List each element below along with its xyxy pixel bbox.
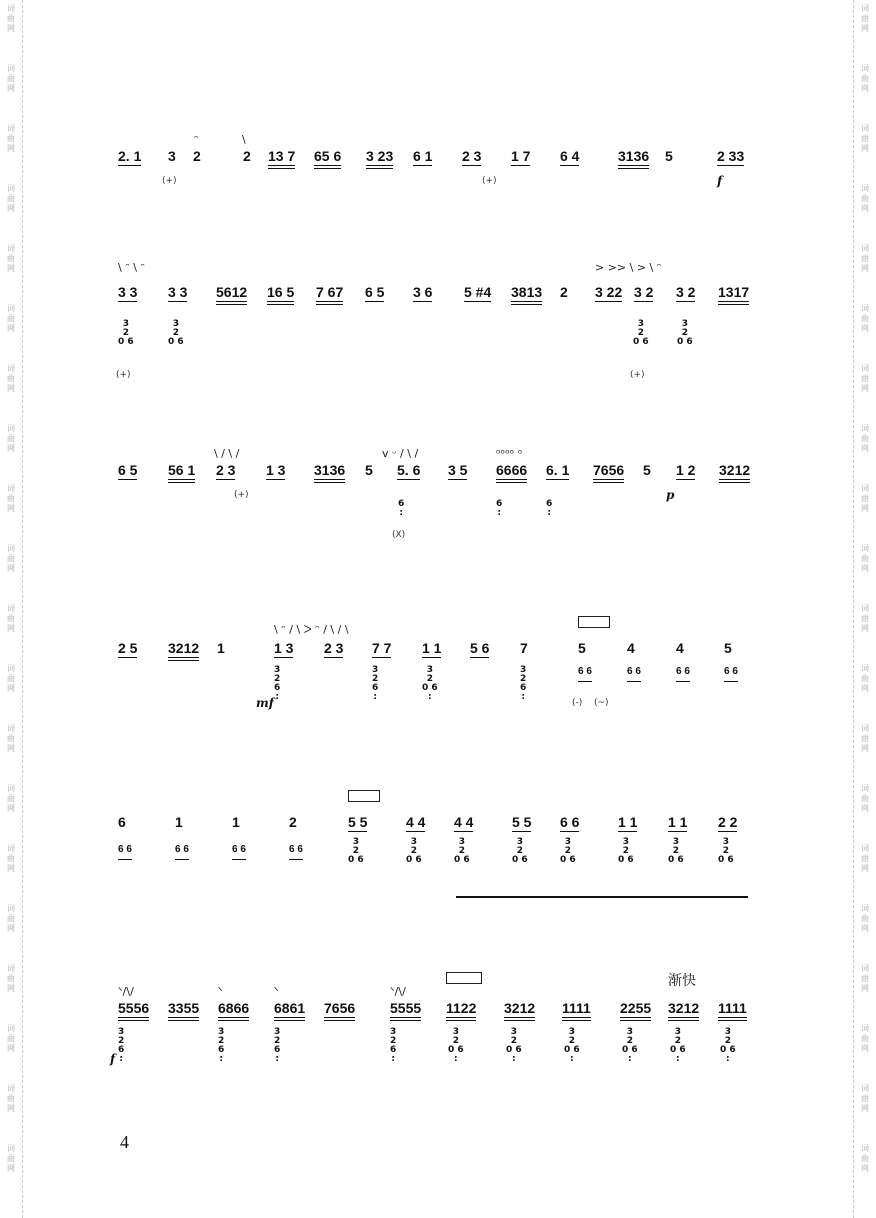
- note-group: 56 1: [168, 462, 195, 483]
- note: 6: [118, 814, 126, 830]
- note-group: 2255: [620, 1000, 651, 1021]
- note-group: 2 33: [717, 148, 745, 164]
- note-group: 6. 1: [546, 462, 570, 478]
- bowing-box: [578, 616, 610, 628]
- chord-stack: 6 :: [398, 499, 405, 518]
- note-group: 65 6: [314, 148, 341, 169]
- note-group: 2 5: [118, 640, 138, 656]
- staff-row-5: [100, 790, 780, 930]
- accent-mark: ᐠ: [218, 985, 223, 998]
- note-group: 5612: [216, 284, 247, 305]
- chord-stack: 3 2 0 6: [512, 837, 528, 865]
- chord-stack: 3 2 0 6 :: [506, 1027, 522, 1064]
- fingering-annotation: (+): [630, 370, 645, 380]
- note-group: 5 5: [512, 814, 532, 830]
- note: 4: [676, 640, 684, 656]
- watermark-glyph-stack: 词 曲 网: [861, 244, 869, 273]
- fingering-annotation: (+): [482, 176, 497, 186]
- note-group: 3136: [314, 462, 345, 483]
- accent-mark: ᐠ/\/: [118, 985, 134, 998]
- chord-stack: 3 2 0 6: [668, 837, 684, 865]
- watermark-glyph-stack: 词 曲 网: [7, 784, 15, 813]
- note: 4: [627, 640, 635, 656]
- note: 2: [243, 148, 251, 164]
- fingering-annotation: (+): [162, 176, 177, 186]
- note-group: 1122: [446, 1000, 476, 1021]
- watermark-glyph-stack: 词 曲 网: [861, 124, 869, 153]
- note: 5: [724, 640, 732, 656]
- chord-stack: 3 2 0 6: [618, 837, 634, 865]
- note-group: 6866: [218, 1000, 249, 1021]
- note-group: 5556: [118, 1000, 149, 1021]
- accent-mark: v ᵕ / \ /: [382, 447, 419, 460]
- chord-stack: 6 :: [546, 499, 553, 518]
- watermark-glyph-stack: 词 曲 网: [7, 724, 15, 753]
- ornament-mark: ᵒᵒᵒᵒ ᵒ: [496, 447, 523, 460]
- note-group: 7 7: [372, 640, 392, 656]
- chord-stack: 3 2 6 :: [118, 1027, 125, 1064]
- watermark-glyph-stack: 词 曲 网: [861, 484, 869, 513]
- watermark-glyph-stack: 词 曲 网: [7, 1024, 15, 1053]
- note-group: 3212: [168, 640, 199, 661]
- watermark-glyph-stack: 词 曲 网: [861, 304, 869, 333]
- accent-mark: \ ᵔ / \ ᐳ ᵔ / \ / \: [274, 623, 349, 636]
- note-group: 6 4: [560, 148, 580, 164]
- note-group: 3136: [618, 148, 649, 169]
- watermark-glyph-stack: 词 曲 网: [861, 424, 869, 453]
- chord-stack: 3 2 0 6: [406, 837, 422, 865]
- note-group: 5. 6: [397, 462, 421, 478]
- note: 2: [560, 284, 568, 300]
- watermark-glyph-stack: 词 曲 网: [861, 64, 869, 93]
- watermark-glyph-stack: 词 曲 网: [7, 4, 15, 33]
- note-group: 1 3: [274, 640, 294, 656]
- watermark-glyph-stack: 词 曲 网: [7, 1084, 15, 1113]
- note-group: 4 4: [406, 814, 426, 830]
- watermark-glyph-stack: 词 曲 网: [861, 1144, 869, 1173]
- watermark-glyph-stack: 词 曲 网: [861, 1084, 869, 1113]
- watermark-glyph-stack: 词 曲 网: [7, 544, 15, 573]
- note-group: 2 2: [718, 814, 738, 830]
- chord-stack: 3 2 0 6: [168, 319, 184, 347]
- note: 5: [365, 462, 373, 478]
- watermark-glyph-stack: 词 曲 网: [861, 844, 869, 873]
- note: 1: [232, 814, 240, 830]
- watermark-glyph-stack: 词 曲 网: [7, 244, 15, 273]
- watermark-glyph-stack: 词 曲 网: [861, 604, 869, 633]
- note-group: 7656: [324, 1000, 355, 1021]
- page-number: 4: [120, 1132, 129, 1152]
- chord-stack: 3 2 0 6 :: [564, 1027, 580, 1064]
- note-group: 3 5: [448, 462, 468, 478]
- watermark-glyph-stack: 词 曲 网: [7, 184, 15, 213]
- note-group: 3355: [168, 1000, 199, 1021]
- note-group: 6666: [496, 462, 527, 483]
- staff-row-1: [100, 130, 780, 270]
- note-group: 13 7: [268, 148, 295, 169]
- bass-pair: 6 6: [578, 664, 592, 682]
- note-group: 6 6: [560, 814, 580, 830]
- note: 7: [520, 640, 528, 656]
- note: 2: [289, 814, 297, 830]
- note: 2: [193, 148, 201, 164]
- chord-stack: 3 2 0 6 :: [448, 1027, 464, 1064]
- watermark-glyph-stack: 词 曲 网: [7, 844, 15, 873]
- watermark-glyph-stack: 词 曲 网: [861, 664, 869, 693]
- accent-mark: \ ᵔ \ ᵔ: [118, 261, 146, 274]
- note-group: 1 3: [266, 462, 286, 478]
- bowing-box: [446, 972, 482, 984]
- accent-mark: ᐠ/\/: [390, 985, 406, 998]
- note: 1: [175, 814, 183, 830]
- bowing-box: [348, 790, 380, 802]
- chord-stack: 3 2 0 6 :: [622, 1027, 638, 1064]
- note-group: 1317: [718, 284, 749, 305]
- chord-stack: 3 2 6 :: [372, 665, 379, 702]
- watermark-glyph-stack: 词 曲 网: [7, 304, 15, 333]
- note-group: 3212: [719, 462, 750, 483]
- note-group: 1 2: [676, 462, 696, 478]
- note-group: 3212: [504, 1000, 535, 1021]
- watermark-glyph-stack: 词 曲 网: [861, 904, 869, 933]
- staff-row-4: [100, 612, 780, 752]
- watermark-glyph-stack: 词 曲 网: [7, 664, 15, 693]
- note-group: 5555: [390, 1000, 421, 1021]
- note-group: 5 5: [348, 814, 368, 830]
- watermark-glyph-stack: 词 曲 网: [7, 484, 15, 513]
- watermark-glyph-stack: 词 曲 网: [7, 964, 15, 993]
- watermark-glyph-stack: 词 曲 网: [861, 364, 869, 393]
- note-group: 3 3: [118, 284, 138, 300]
- bass-pair: 6 6: [289, 842, 303, 860]
- watermark-glyph-stack: 词 曲 网: [7, 124, 15, 153]
- note-group: 3 22: [595, 284, 623, 300]
- chord-stack: 3 2 6 :: [274, 1027, 281, 1064]
- note-group: 7 67: [316, 284, 343, 305]
- bass-pair: 6 6: [118, 842, 132, 860]
- chord-stack: 3 2 6 :: [274, 665, 281, 702]
- note-group: 6861: [274, 1000, 305, 1021]
- note-group: 2 3: [216, 462, 236, 478]
- watermark-glyph-stack: 词 曲 网: [7, 64, 15, 93]
- crescendo-line: [456, 896, 748, 898]
- chord-stack: 3 2 0 6 :: [422, 665, 438, 702]
- note-group: 3 2: [634, 284, 654, 300]
- watermark-glyph-stack: 词 曲 网: [861, 544, 869, 573]
- accent-mark: > >> \ > \ ᵔ: [595, 261, 662, 274]
- note-group: 6 1: [413, 148, 433, 164]
- accent-mark: \: [242, 133, 246, 146]
- note-group: 3 6: [413, 284, 433, 300]
- note-group: 16 5: [267, 284, 294, 305]
- note-group: 7656: [593, 462, 624, 483]
- fingering-annotation: (+): [234, 490, 249, 500]
- note-group: 2 3: [462, 148, 482, 164]
- watermark-glyph-stack: 词 曲 网: [861, 1024, 869, 1053]
- watermark-glyph-stack: 词 曲 网: [861, 4, 869, 33]
- note-group: 1 1: [668, 814, 688, 830]
- chord-stack: 3 2 6 :: [520, 665, 527, 702]
- fingering-annotation: (X): [392, 530, 406, 540]
- dynamic-marking: f: [110, 1052, 116, 1066]
- note-group: 5 6: [470, 640, 490, 656]
- fingering-annotation: (+): [116, 370, 131, 380]
- note-group: 2. 1: [118, 148, 142, 164]
- bass-pair: 6 6: [627, 664, 641, 682]
- watermark-glyph-stack: 词 曲 网: [7, 364, 15, 393]
- chord-stack: 3 2 6 :: [390, 1027, 397, 1064]
- tempo-marking: 渐快: [668, 973, 696, 989]
- note-group: 5 #4: [464, 284, 492, 300]
- watermark-glyph-stack: 词 曲 网: [861, 724, 869, 753]
- note-group: 3 23: [366, 148, 393, 169]
- chord-stack: 3 2 0 6: [560, 837, 576, 865]
- chord-stack: 3 2 0 6 :: [720, 1027, 736, 1064]
- note-group: 1111: [562, 1000, 591, 1021]
- chord-stack: 3 2 0 6: [454, 837, 470, 865]
- bass-pair: 6 6: [724, 664, 738, 682]
- note-group: 6 5: [365, 284, 385, 300]
- note-group: 1 1: [618, 814, 638, 830]
- watermark-glyph-stack: 词 曲 网: [7, 604, 15, 633]
- dynamic-marking: f: [717, 174, 723, 188]
- watermark-glyph-stack: 词 曲 网: [7, 1144, 15, 1173]
- chord-stack: 3 2 0 6 :: [670, 1027, 686, 1064]
- staff-row-2: [100, 262, 780, 402]
- watermark-glyph-stack: 词 曲 网: [861, 964, 869, 993]
- fingering-annotation: (~): [594, 698, 609, 708]
- ornament-mark: ᵔ: [194, 133, 199, 146]
- chord-stack: 3 2 0 6: [677, 319, 693, 347]
- note-group: 3813: [511, 284, 542, 305]
- watermark-glyph-stack: 词 曲 网: [7, 424, 15, 453]
- bass-pair: 6 6: [676, 664, 690, 682]
- note-group: 1111: [718, 1000, 747, 1021]
- chord-stack: 3 2 6 :: [218, 1027, 225, 1064]
- bass-pair: 6 6: [232, 842, 246, 860]
- accent-mark: ᐠ: [274, 985, 279, 998]
- note-group: 3 3: [168, 284, 188, 300]
- chord-stack: 3 2 0 6: [348, 837, 364, 865]
- note-group: 1 1: [422, 640, 442, 656]
- staff-row-3: [100, 448, 780, 588]
- chord-stack: 3 2 0 6: [118, 319, 134, 347]
- note: 1: [217, 640, 225, 656]
- note: 5: [578, 640, 586, 656]
- note: 3: [168, 148, 176, 164]
- watermark-glyph-stack: 词 曲 网: [861, 184, 869, 213]
- note-group: 1 7: [511, 148, 531, 164]
- note: 5: [643, 462, 651, 478]
- watermark-glyph-stack: 词 曲 网: [7, 904, 15, 933]
- accent-mark: \ / \ /: [214, 447, 240, 460]
- dynamic-marking: mf: [256, 696, 274, 710]
- chord-stack: 6 :: [496, 499, 503, 518]
- fingering-annotation: (-): [572, 698, 583, 708]
- note-group: 6 5: [118, 462, 138, 478]
- dynamic-marking: p: [666, 488, 675, 502]
- note-group: 2 3: [324, 640, 344, 656]
- chord-stack: 3 2 0 6: [633, 319, 649, 347]
- watermark-glyph-stack: 词 曲 网: [861, 784, 869, 813]
- note-group: 3212: [668, 1000, 699, 1021]
- bass-pair: 6 6: [175, 842, 189, 860]
- note: 5: [665, 148, 673, 164]
- note-group: 4 4: [454, 814, 474, 830]
- note-group: 3 2: [676, 284, 696, 300]
- chord-stack: 3 2 0 6: [718, 837, 734, 865]
